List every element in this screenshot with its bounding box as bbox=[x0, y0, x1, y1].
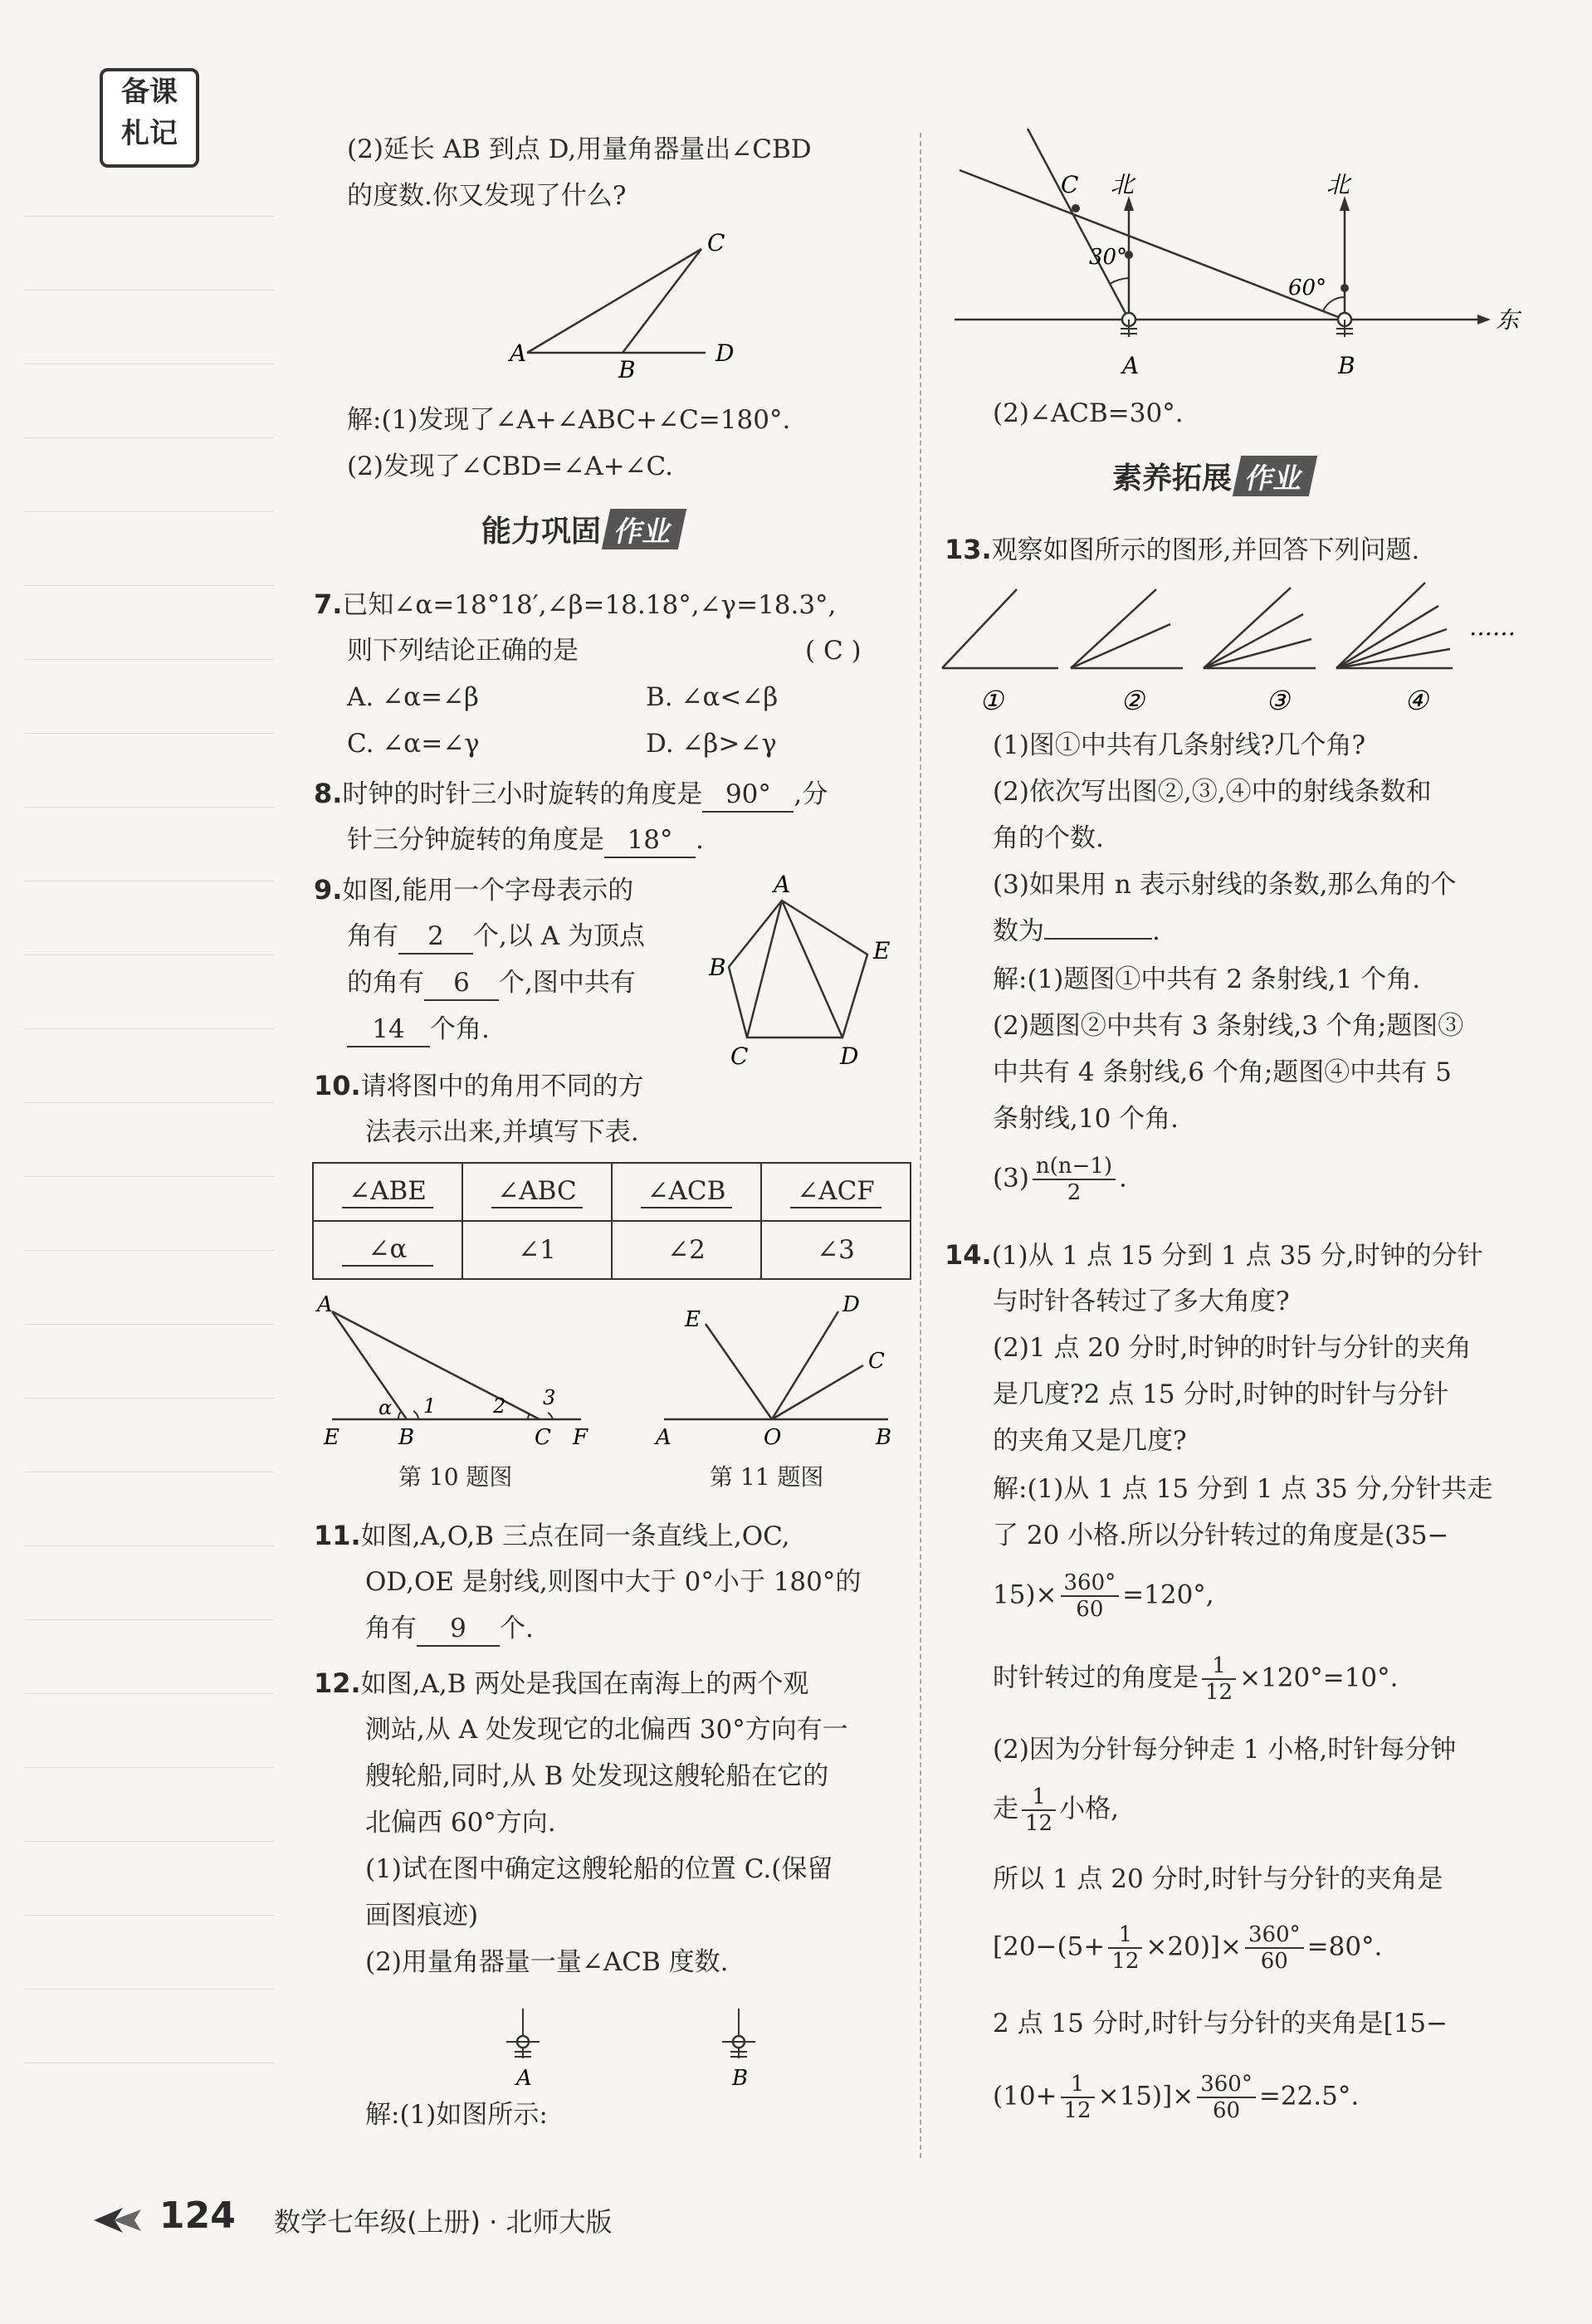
q10-label-A: A bbox=[317, 1292, 333, 1317]
q14-ans1c-frac bbox=[1061, 1570, 1120, 1622]
q13-label-3: ③ bbox=[1266, 685, 1290, 716]
memo-line-2: 札记 bbox=[121, 117, 178, 150]
memo-line-1: 备课 bbox=[121, 76, 178, 109]
q14-ans1d-post: ×120°=10°. bbox=[1239, 1662, 1399, 1693]
q12-fig-label-C: C bbox=[1061, 171, 1079, 198]
frac-num: 1 bbox=[1061, 2072, 1095, 2098]
q12-number: 12. bbox=[314, 1667, 361, 1699]
q11-stem-3b: 个. bbox=[500, 1614, 534, 1643]
q14-ans2b-pre: 走 bbox=[993, 1794, 1018, 1824]
q12-station-label-A: A bbox=[516, 2066, 532, 2091]
q12-answer-1: 解:(1)如图所示: bbox=[365, 2100, 548, 2130]
q7-option-d: D. ∠β>∠γ bbox=[646, 729, 777, 759]
q10-label-2: 2 bbox=[493, 1394, 506, 1418]
q11-label-C: C bbox=[868, 1349, 885, 1374]
frac-den: 60 bbox=[1076, 1597, 1104, 1622]
q10-cell bbox=[313, 1221, 462, 1279]
q10-caption: 第 10 题图 bbox=[398, 1463, 513, 1491]
q14-ans1d bbox=[993, 1653, 1399, 1705]
q10-table-row-1 bbox=[313, 1163, 911, 1221]
q9-pentagon-figure bbox=[706, 872, 896, 1071]
q10-label-F: F bbox=[573, 1425, 588, 1450]
q11-number: 11. bbox=[314, 1520, 361, 1551]
frac-den: 12 bbox=[1063, 2098, 1091, 2123]
q9-answer-2: 6 bbox=[424, 966, 499, 1001]
q10-label-alpha: α bbox=[378, 1396, 393, 1419]
q14-part1b: 与时针各转过了多大角度? bbox=[993, 1286, 1290, 1316]
q14-ans2: (2)因为分针每分钟走 1 小格,时针每分钟 bbox=[993, 1735, 1457, 1765]
frac-den: 12 bbox=[1025, 1811, 1053, 1836]
q9-number: 9. bbox=[314, 874, 343, 906]
q9-answer-1: 2 bbox=[398, 920, 473, 954]
q9-stem-2b: 个,以 A 为顶点 bbox=[473, 921, 645, 951]
frac-num: 360° bbox=[1197, 2072, 1256, 2098]
q7-stem-2: 则下列结论正确的是 bbox=[347, 636, 579, 666]
q14-ans1d-pre: 时针转过的角度是 bbox=[993, 1662, 1199, 1693]
q13-label-2: ② bbox=[1121, 685, 1145, 716]
q8-stem-2: 针三分钟旋转的角度是 bbox=[347, 825, 604, 855]
frac-num: 360° bbox=[1245, 1922, 1304, 1949]
q12-fig-30: 30° bbox=[1089, 245, 1128, 270]
q14-ans2f-frac2 bbox=[1197, 2072, 1256, 2123]
q10-label-B: B bbox=[398, 1425, 415, 1450]
q14-ans2d-mid: ×20)]× bbox=[1145, 1931, 1242, 1962]
q13-blank bbox=[1044, 938, 1152, 940]
q7-number: 7. bbox=[314, 588, 343, 620]
q13-line1 bbox=[945, 526, 1419, 574]
q14-ans2d-frac2 bbox=[1245, 1922, 1304, 1974]
section-extension-tag: 作业 bbox=[1233, 456, 1317, 496]
q7-answer: ( C ) bbox=[805, 636, 862, 666]
q12-stem-1: 如图,A,B 两处是我国在南海上的两个观 bbox=[360, 1669, 809, 1699]
q13-answer-2b: 中共有 4 条射线,6 个角;题图④中共有 5 bbox=[993, 1057, 1452, 1087]
q7-option-a: A. ∠α=∠β bbox=[347, 682, 479, 712]
q14-ans2b-frac bbox=[1022, 1784, 1056, 1836]
station-a-symbol bbox=[506, 2009, 540, 2058]
q14-ans1c-pre: 15)× bbox=[993, 1579, 1057, 1610]
q14-ans2d-frac1 bbox=[1108, 1922, 1142, 1974]
column-divider bbox=[920, 133, 921, 2158]
q6-label-A: A bbox=[510, 339, 527, 367]
q11-label-E: E bbox=[685, 1307, 701, 1332]
q10-stem-1: 请将图中的角用不同的方 bbox=[360, 1072, 644, 1101]
q10-cell-text: ∠ACF bbox=[790, 1175, 881, 1208]
q13-part3: (3)如果用 n 表示射线的条数,那么角的个 bbox=[993, 870, 1457, 900]
q14-ans2c: 所以 1 点 20 分时,时针与分针的夹角是 bbox=[993, 1864, 1443, 1894]
q8-answer-1: 90° bbox=[702, 778, 794, 813]
q10-cell bbox=[761, 1221, 911, 1279]
q10-label-C: C bbox=[535, 1425, 551, 1450]
q14-part2b: 是几度?2 点 15 分时,时钟的时针与分针 bbox=[993, 1379, 1449, 1409]
q10-line1 bbox=[314, 1062, 644, 1110]
frac-num: 1 bbox=[1022, 1784, 1056, 1811]
q13-frac-denominator: 2 bbox=[1067, 1180, 1082, 1205]
q10-cell-text: ∠ACB bbox=[641, 1175, 732, 1208]
q11-line3 bbox=[365, 1605, 534, 1652]
frac-den: 12 bbox=[1205, 1680, 1233, 1705]
q13-answer-3 bbox=[993, 1154, 1127, 1205]
q10-table-row-2 bbox=[313, 1221, 911, 1279]
q13-answer-1: 解:(1)题图①中共有 2 条射线,1 个角. bbox=[993, 964, 1421, 994]
q12-line1 bbox=[314, 1660, 808, 1707]
q9-label-A: A bbox=[774, 872, 791, 898]
q12-stem-4: 北偏西 60°方向. bbox=[365, 1808, 556, 1838]
q7-option-b: B. ∠α<∠β bbox=[646, 682, 779, 712]
q6-part2b: 的度数.你又发现了什么? bbox=[347, 181, 627, 211]
q10-cell bbox=[313, 1163, 462, 1221]
section-extension-title: 素养拓展 bbox=[1112, 461, 1233, 496]
q8-stem-end: . bbox=[696, 825, 704, 855]
q6-label-D: D bbox=[715, 339, 735, 367]
station-b-symbol bbox=[722, 2009, 755, 2058]
q9-stem-2a: 角有 bbox=[347, 921, 398, 951]
q6-triangle-figure bbox=[498, 224, 747, 382]
q13-answer-3-prefix: (3) bbox=[993, 1163, 1029, 1194]
memo-badge bbox=[100, 68, 199, 168]
q9-label-E: E bbox=[873, 937, 891, 964]
frac-num: 360° bbox=[1061, 1570, 1120, 1597]
q11-label-B: B bbox=[876, 1425, 892, 1450]
q13-part2b: 角的个数. bbox=[993, 823, 1104, 853]
q8-answer-2: 18° bbox=[604, 823, 696, 858]
q9-stem-4: 个角. bbox=[430, 1014, 490, 1044]
frac-den: 12 bbox=[1111, 1949, 1140, 1974]
section-ability-title: 能力巩固 bbox=[481, 515, 602, 549]
q11-figure bbox=[639, 1286, 905, 1452]
q6-answer-2: (2)发现了∠CBD=∠A+∠C. bbox=[347, 452, 673, 481]
q7-line1 bbox=[314, 581, 836, 628]
q12-fig-east: 东 bbox=[1496, 306, 1520, 334]
q8-line2 bbox=[347, 817, 704, 863]
q12-fig-north-2: 北 bbox=[1326, 171, 1350, 198]
q10-cell-text: ∠ABC bbox=[491, 1175, 583, 1208]
q6-part2: (2)延长 AB 到点 D,用量角器量出∠CBD bbox=[347, 134, 812, 164]
q9-stem-3b: 个,图中共有 bbox=[499, 968, 636, 998]
q10-figure bbox=[307, 1286, 614, 1452]
q14-ans1c bbox=[993, 1570, 1214, 1622]
q10-cell-text: ∠2 bbox=[667, 1235, 706, 1265]
q12-answer-figure bbox=[946, 124, 1527, 390]
q14-ans2f bbox=[993, 2072, 1359, 2123]
q10-label-1: 1 bbox=[423, 1394, 437, 1418]
q6-label-C: C bbox=[707, 229, 725, 256]
q13-answer-2: (2)题图②中共有 3 条射线,3 个角;题图③ bbox=[993, 1011, 1464, 1041]
q14-ans1b: 了 20 小格.所以分针转过的角度是(35− bbox=[993, 1521, 1449, 1550]
q13-answer-2c: 条射线,10 个角. bbox=[993, 1104, 1179, 1134]
q10-cell-text: ∠ABE bbox=[342, 1175, 433, 1208]
q14-line1 bbox=[945, 1232, 1483, 1279]
q13-stem-1: 观察如图所示的图形,并回答下列问题. bbox=[991, 535, 1420, 565]
q12-station-label-B: B bbox=[732, 2066, 749, 2091]
q14-ans2e: 2 点 15 分时,时针与分针的夹角是[15− bbox=[993, 2009, 1448, 2038]
section-extension-header bbox=[1112, 455, 1313, 497]
q14-part2: (2)1 点 20 分时,时钟的时针与分针的夹角 bbox=[993, 1333, 1472, 1363]
q14-ans2d-post: =80°. bbox=[1306, 1931, 1383, 1962]
q14-ans2f-mid: ×15)]× bbox=[1097, 2081, 1194, 2112]
q6-answer-1: 解:(1)发现了∠A+∠ABC+∠C=180°. bbox=[347, 405, 791, 435]
q10-label-3: 3 bbox=[543, 1386, 556, 1409]
q9-line3 bbox=[347, 959, 636, 1006]
q12-part2: (2)用量角器量一量∠ACB 度数. bbox=[365, 1947, 729, 1977]
q13-part2: (2)依次写出图②,③,④中的射线条数和 bbox=[993, 777, 1432, 807]
q11-label-A: A bbox=[656, 1425, 671, 1450]
q11-answer: 9 bbox=[417, 1612, 500, 1647]
q12-answer-2: (2)∠ACB=30°. bbox=[993, 398, 1184, 428]
q10-number: 10. bbox=[314, 1070, 361, 1101]
q9-line1 bbox=[314, 867, 633, 914]
q14-ans2f-frac1 bbox=[1061, 2072, 1095, 2123]
q14-ans2d-pre: [20−(5+ bbox=[993, 1931, 1106, 1962]
q12-fig-label-A: A bbox=[1122, 352, 1140, 379]
frac-num: 1 bbox=[1108, 1922, 1142, 1949]
q9-answer-3: 14 bbox=[347, 1013, 430, 1047]
q14-ans1c-post: =120°, bbox=[1122, 1579, 1214, 1610]
q14-ans1d-frac bbox=[1202, 1653, 1236, 1705]
q12-part1b: 画图痕迹) bbox=[365, 1901, 479, 1931]
q13-part3b: 数为 bbox=[993, 916, 1044, 946]
q10-angle-table bbox=[312, 1162, 911, 1280]
q13-label-1: ① bbox=[979, 685, 1004, 716]
q10-cell-text: ∠α bbox=[342, 1233, 433, 1267]
q14-part2c: 的夹角又是几度? bbox=[993, 1426, 1187, 1456]
q13-answer-3-suffix: . bbox=[1119, 1163, 1127, 1194]
page-number: 124 bbox=[159, 2195, 236, 2237]
q11-stem-2: OD,OE 是射线,则图中大于 0°小于 180°的 bbox=[365, 1567, 862, 1597]
q12-fig-label-B: B bbox=[1338, 352, 1355, 379]
q9-label-B: B bbox=[709, 954, 726, 981]
q14-ans2f-pre: (10+ bbox=[993, 2081, 1057, 2112]
q10-label-E: E bbox=[324, 1425, 339, 1450]
q13-figures bbox=[934, 573, 1548, 722]
q10-cell bbox=[462, 1221, 612, 1279]
q11-line1 bbox=[314, 1512, 790, 1560]
q13-part3b-line: 数为 . bbox=[993, 916, 1160, 946]
q9-line2 bbox=[347, 913, 645, 959]
q11-label-D: D bbox=[842, 1292, 860, 1317]
q13-label-4: ④ bbox=[1404, 685, 1428, 716]
q9-label-D: D bbox=[840, 1042, 859, 1070]
q7-option-c: C. ∠α=∠γ bbox=[347, 729, 480, 759]
q12-stations-figure bbox=[481, 2000, 780, 2092]
q10-cell bbox=[612, 1221, 761, 1279]
q11-caption: 第 11 题图 bbox=[710, 1463, 824, 1491]
q8-stem-1: 时钟的时针三小时旋转的角度是 bbox=[342, 779, 703, 809]
frac-den: 60 bbox=[1212, 2098, 1241, 2123]
memo-rule-lines bbox=[25, 216, 274, 2136]
station-a-symbol bbox=[1121, 313, 1137, 337]
q13-fig-1 bbox=[942, 589, 1058, 668]
footer-book-title: 数学七年级(上册) · 北师大版 bbox=[274, 2206, 613, 2238]
q14-number: 14. bbox=[945, 1239, 992, 1271]
q13-number: 13. bbox=[945, 534, 992, 565]
q8-line1 bbox=[314, 770, 828, 818]
q11-stem-1: 如图,A,O,B 三点在同一条直线上,OC, bbox=[360, 1521, 790, 1551]
q9-label-C: C bbox=[730, 1042, 749, 1070]
q13-answer-3-fraction bbox=[1033, 1154, 1116, 1205]
q10-cell-text: ∠1 bbox=[518, 1235, 556, 1265]
q14-ans2b bbox=[993, 1784, 1119, 1836]
q6-label-B: B bbox=[618, 356, 636, 382]
q14-ans1: 解:(1)从 1 点 15 分到 1 点 35 分,分针共走 bbox=[993, 1474, 1493, 1504]
q10-stem-2: 法表示出来,并填写下表. bbox=[365, 1117, 639, 1147]
q9-stem-1: 如图,能用一个字母表示的 bbox=[342, 876, 634, 906]
q12-fig-60: 60° bbox=[1288, 276, 1327, 300]
q13-dots: …… bbox=[1469, 613, 1516, 641]
q9-line4 bbox=[347, 1006, 490, 1052]
q14-ans2f-post: =22.5°. bbox=[1258, 2081, 1360, 2112]
q11-label-O: O bbox=[764, 1425, 782, 1450]
q14-ans2b-post: 小格, bbox=[1059, 1794, 1119, 1824]
q7-stem-1: 已知∠α=18°18′,∠β=18.18°,∠γ=18.3°, bbox=[342, 590, 837, 620]
q10-cell bbox=[462, 1163, 612, 1221]
q10-cell bbox=[761, 1163, 911, 1221]
q13-fig-4 bbox=[1336, 583, 1453, 668]
q11-stem-3a: 角有 bbox=[365, 1614, 417, 1643]
q8-number: 8. bbox=[314, 778, 343, 809]
q13-fig-3 bbox=[1204, 588, 1316, 668]
q12-fig-north-1: 北 bbox=[1111, 171, 1135, 198]
section-ability-header bbox=[481, 508, 682, 550]
footer-arrow-icon bbox=[90, 2200, 148, 2241]
q12-stem-2: 测站,从 A 处发现它的北偏西 30°方向有一 bbox=[365, 1715, 848, 1745]
q9-stem-3a: 的角有 bbox=[347, 968, 424, 998]
station-b-symbol bbox=[1336, 313, 1353, 337]
q8-stem-mid: ,分 bbox=[794, 779, 828, 809]
q13-frac-numerator: n(n−1) bbox=[1033, 1154, 1116, 1180]
q13-fig-2 bbox=[1071, 589, 1183, 668]
q12-part1: (1)试在图中确定这艘轮船的位置 C.(保留 bbox=[365, 1854, 833, 1884]
q10-cell-text: ∠3 bbox=[817, 1235, 855, 1265]
q10-cell bbox=[612, 1163, 761, 1221]
q13-part1: (1)图①中共有几条射线?几个角? bbox=[993, 730, 1366, 760]
frac-den: 60 bbox=[1260, 1949, 1288, 1974]
q14-part1: (1)从 1 点 15 分到 1 点 35 分,时钟的分针 bbox=[991, 1241, 1483, 1271]
q12-stem-3: 艘轮船,同时,从 B 处发现这艘轮船在它的 bbox=[365, 1761, 829, 1791]
q14-ans2d bbox=[993, 1922, 1382, 1974]
section-ability-tag: 作业 bbox=[602, 509, 686, 549]
frac-num: 1 bbox=[1202, 1653, 1236, 1680]
